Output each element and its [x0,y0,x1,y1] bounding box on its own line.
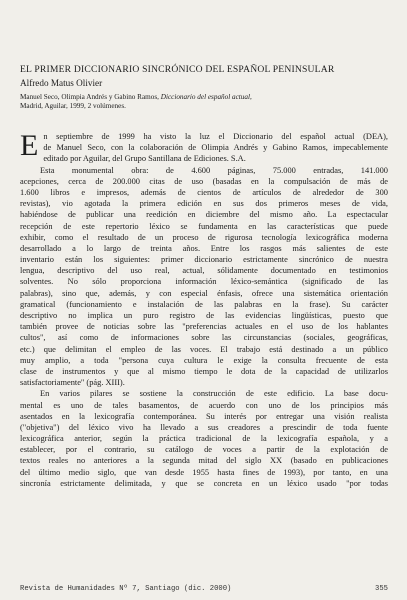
body-line: Esta monumental obra: de 4.600 páginas, 75.000 entradas, 141.000 [40,165,388,175]
body-line: muy amplio, a toda "persona cuya cultura le exige la consulta frecuente de esta [20,355,388,365]
body-line: ("objetiva") del léxico vivo ha llevado a sus creadores a prescindir de toda fuente [20,422,388,432]
article-title: EL PRIMER DICCIONARIO SINCRÓNICO DEL ESPAÑOL PENINSULAR [20,64,335,75]
body-line: cultos", así como de informaciones sobre las circunstancias (sociales, geográficas, [20,333,388,343]
body-line: gramatical (funcionamiento e instalación de las palabras en la frase). Su carácter [20,299,388,309]
body-line: desarrollado a lo largo de treinta años. Entre los rasgos más salientes de este [20,243,388,253]
bibliographic-reference [20,93,252,111]
body-line: descriptivo no implica un puro registro de las evidencias lingüísticas, puesto que [20,311,388,320]
article-body [20,131,388,489]
journal-citation: Revista de Humanidades Nº 7, Santiago (dic. 2000) [20,585,232,593]
reference-line-1 [20,93,252,102]
body-line: solventes. No sólo proporciona información léxico-semántica (significado de las [20,277,388,287]
body-line: inventario están los siguientes: primer diccionario estrictamente sincrónico de nuestra [20,255,388,265]
body-line: asentados en la lexicografía contemporánea. Su interés por entregar una visión realista [20,411,388,421]
body-line: también provee de noticias sobre las "preferencias actuales en el uso de los hablantes [20,322,388,332]
page-number: 355 [375,585,388,593]
body-line: recepción de este repertorio léxico se fundamenta en las características que puede [20,221,388,231]
body-line: satisfactoriamente" (pág. XIII). [20,378,125,388]
body-line: del último medio siglo, que van desde 1955 hasta fines de 1993), por tanto, en una [20,467,388,477]
page-footer [20,585,388,593]
body-line: palabras), sino que, además, y con especial énfasis, ofrece una sistemática orientación [20,288,388,298]
body-line: etc.) que delimitan el empleo de las voces. El trabajo está destinado a un público [20,344,388,354]
body-line: clase de instrumentos y que al mismo tiempo le dota de la capacidad de utilizarlos [20,366,388,376]
body-line: 1.600 libros e impresos, además de cientos de artículos de alrededor de 300 [20,187,388,197]
body-line: exhibir, como el resultado de un proceso de rigurosa tecnología lexicográfica moderna [20,232,388,242]
body-line: En varios pilares se sostiene la construcción de este edificio. La base docu- [40,389,388,399]
body-line: lexicográfica anterior, según la práctica tradicional de la lexicografía española, y a [20,434,388,444]
body-line: habiéndose de publicar una reedición en diciembre del mismo año. La espectacular [20,210,388,220]
drop-cap: E [20,129,39,162]
body-line: mental es uno de tales basamentos, de acuerdo con uno de los principios más [20,400,388,410]
body-line: de Manuel Seco, con la colaboración de Olimpia Andrés y Gabino Ramos, impecablemente [43,143,388,153]
body-line: editado por Aguilar, del Grupo Santillana de Ediciones. S.A. [43,154,246,164]
body-line: lengua, descriptivo del uso real, actual, sólidamente documentado en testimonios [20,266,388,276]
reference-line-2: Madrid, Aguilar, 1999, 2 volúmenes. [20,102,126,110]
body-line: sincronía estrictamente delimitada, y que se concreta en un léxico usado "por todas [20,478,388,488]
body-line: acepciones, cerca de 200.000 citas de uso (basadas en la compulsación de más de [20,176,388,186]
body-line: n septiembre de 1999 ha visto la luz el Diccionario del español actual (DEA), [43,132,388,141]
reference-work-title: Diccionario del español actual, [160,93,252,101]
body-line: revistas), vio agotada la primera edición en sus dos primeros meses de vida, [20,199,388,209]
body-line: textos reales no anteriores a la segunda mitad del siglo XX (basado en publicaciones [20,456,388,466]
article-author: Alfredo Matus Olivier [20,78,103,88]
body-line: establecer, por el contrario, su catálogo de voces a partir de la explotación de [20,445,388,455]
reference-authors: Manuel Seco, Olimpia Andrés y Gabino Ramos, [20,93,159,101]
